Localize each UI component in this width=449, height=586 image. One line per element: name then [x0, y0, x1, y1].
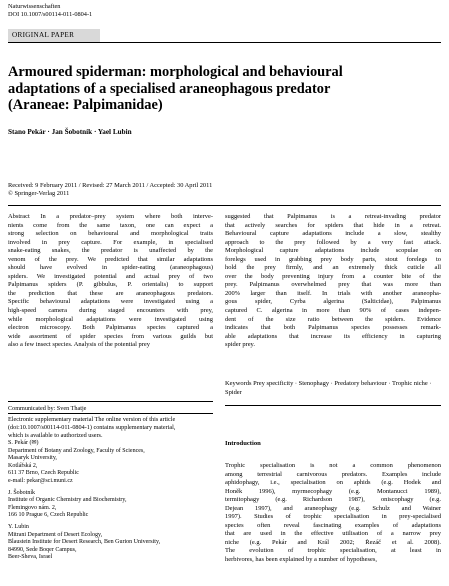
affiliation-block [8, 440, 213, 486]
abstract-continued [225, 213, 441, 350]
intro-line: Honěk 1996), myrmecophagy (e.g. Montanucci 1989), [225, 487, 441, 495]
keywords-rule [225, 405, 441, 406]
abstract-line: over the body preventing injury from a counter bite of the [225, 272, 441, 280]
abstract-line: spiders. We investigated potential and actual prey of two [8, 272, 213, 280]
paper-title [8, 64, 428, 114]
received-dates: Received: 9 February 2011 / Revised: 27 March 2011 / Accepted: 30 April 2011 [8, 182, 213, 189]
intro-line: aphidophagy, i.e., specialisation on aphids (e.g. Hodek and [225, 479, 441, 487]
abstract-line: hold the prey firmly, and an extremely thick cuticle all [225, 264, 441, 272]
header-rule [8, 42, 441, 43]
intro-line: 1997). Studies of trophic specialisation in prey-specialised [225, 513, 441, 521]
affiliation-line: Blaustein Institute for Desert Research, Ben Gurion University, [8, 539, 161, 546]
affiliation-line: e-mail: pekar@sci.muni.cz [8, 477, 73, 484]
abstract-line: able adaptations that increase its efficiency in capturing [225, 332, 441, 340]
abstract-line: approach to the prey followed by a very fast attack. [225, 238, 441, 246]
abstract-line: indicates that both Palpimanus species possesses remark- [225, 324, 441, 332]
article-type-badge: ORIGINAL PAPER [8, 29, 100, 42]
intro-heading: Introduction [225, 440, 261, 447]
esm-line: (doi:10.1007/s00114-011-0804-1) contains supplementary material, [8, 423, 176, 431]
abstract-line: involved in prey capture. For example, in specialised [8, 238, 213, 246]
section-rule [8, 205, 441, 206]
affiliation-block [8, 524, 213, 562]
footnote-rule-2 [8, 413, 213, 414]
journal-header [8, 3, 92, 18]
abstract-line: forelegs used in grabbing prey body parts, stout forelegs to [225, 255, 441, 263]
affiliation-line: 166 10 Prague 6, Czech Republic [8, 512, 89, 519]
affiliation-line: S. Pekár (✉) [8, 440, 39, 446]
dates-block [8, 182, 212, 198]
affiliation-line: Y. Lubin [8, 523, 29, 530]
title-line: (Araneae: Palpimanidae) [8, 97, 163, 114]
abstract-line: strong selection on behavioural and morphological traits [8, 230, 213, 238]
affiliations [8, 440, 213, 566]
abstract-line: dent of the size ratio between the spiders. Evidence [225, 315, 441, 323]
abstract-line: also a few insect species. Analysis of the potential prey [8, 341, 150, 349]
affiliation-line: Flemingovo nám. 2, [8, 504, 57, 511]
abstract-line: wide assortment of spider species from various guilds but [8, 332, 213, 340]
abstract-line: that actively searches for spiders that hide in a retreat. [225, 221, 441, 229]
abstract-line: suggested that Palpimanus is a retreat-invading predator [225, 213, 441, 220]
abstract-line: Morphological capture adaptations include scopulae on [225, 247, 441, 255]
intro-line: herbivores, has been explained by a number of hypotheses, [225, 556, 377, 564]
affiliation-line: Mitrani Department of Desert Ecology, [8, 531, 103, 538]
abstract-line: nients come from the same taxon, one can expect a [8, 221, 213, 229]
esm-note [8, 416, 213, 440]
intro-line: Trophic specialisation is not a common phenomenon [225, 462, 441, 469]
affiliation-line: Beer-Sheva, Israel [8, 554, 53, 561]
affiliation-line: 611 37 Brno, Czech Republic [8, 470, 79, 477]
intro-line: termitophagy (e.g. Richardson 1987), oniscophagy (e.g. [225, 496, 441, 504]
abstract-line: Behavioural capture adaptations include a slow, stealthy [225, 230, 441, 238]
abstract-line: while morphological adaptations were investigated using [8, 315, 213, 323]
abstract-line: venom of the prey. We predicted that similar adaptations [8, 255, 213, 263]
affiliation-line: Department of Botany and Zoology, Faculty of Sciences, [8, 447, 145, 454]
intro-line: that are used in the effective utilisation of a narrow prey [225, 530, 441, 538]
intro-line: Dejean 1997), and araneophagy (e.g. Schulz and Wainer [225, 504, 441, 512]
abstract-line: gous spider, Cyrba algerina (Salticidae), Palpimanus [225, 298, 441, 306]
abstract-line: electron microscopy. Both Palpimanus species captured a [8, 324, 213, 332]
affiliation-line: Institute of Organic Chemistry and Biochemistry, [8, 497, 127, 504]
affiliation-line: Kotlářská 2, [8, 462, 38, 469]
title-line: Armoured spiderman: morphological and behavioural [8, 64, 343, 80]
intro-text [225, 462, 441, 565]
authors: Stano Pekár · Jan Šobotník · Yael Lubin [8, 128, 132, 136]
intro-line: niche (e.g. Pekár and Král 2002; Řezáč et al. 2008). [225, 538, 441, 546]
doi: DOI 10.1007/s00114-011-0804-1 [8, 10, 93, 18]
footnote-rule [8, 401, 213, 402]
intro-line: species often reveal fascinating examples of adaptations [225, 521, 441, 529]
intro-line: The evolution of trophic specialisation, at least in [225, 547, 441, 555]
abstract-line: high-speed camera during staged encounters with prey, [8, 307, 213, 315]
esm-line: Electronic supplementary material The online version of this article [8, 416, 176, 423]
abstract-line: 200% larger than itself. In trials with another araneopha- [225, 289, 441, 297]
abstract-line: prey. Palpimanus overwhelmed prey that was more than [225, 281, 441, 289]
affiliation-block [8, 490, 213, 520]
title-line: adaptations of a specialised araneophagous predator [8, 80, 331, 97]
affiliation-line: 84990, Sede Boqer Campus, [8, 546, 77, 553]
abstract [8, 213, 213, 350]
esm-line: which is available to authorized users. [8, 431, 103, 439]
intro-line: among terrestrial carnivorous predators. Examples include [225, 470, 441, 478]
copyright: © Springer-Verlag 2011 [8, 190, 70, 197]
keywords: Keywords Prey specificity · Stenophagy · Predatory behaviour · Trophic niche · Spider [225, 380, 432, 396]
abstract-line: spider prey. [225, 341, 255, 349]
abstract-line: the prediction that these are araneophagous predators. [8, 289, 213, 297]
journal-name: Naturwissenschaften [8, 3, 61, 10]
affiliation-line: Masaryk University, [8, 455, 57, 462]
abstract-line: captured C. algerina in more than 90% of cases indepen- [225, 307, 441, 315]
abstract-line: should have evolved in spider-eating (araneophagous) [8, 264, 213, 272]
abstract-line: Palpimanus spiders (P. gibbulus, P. orientalis) to support [8, 281, 213, 289]
abstract-line: Specific behavioural adaptations were investigated using a [8, 298, 213, 306]
abstract-line: snake-eating snakes, the predator is unaffected by the [8, 247, 213, 255]
abstract-line: Abstract In a predator–prey system where both interve- [8, 213, 213, 220]
communicated-by: Communicated by: Sven Thatje [8, 405, 87, 412]
affiliation-line: J. Šobotník [8, 489, 36, 496]
